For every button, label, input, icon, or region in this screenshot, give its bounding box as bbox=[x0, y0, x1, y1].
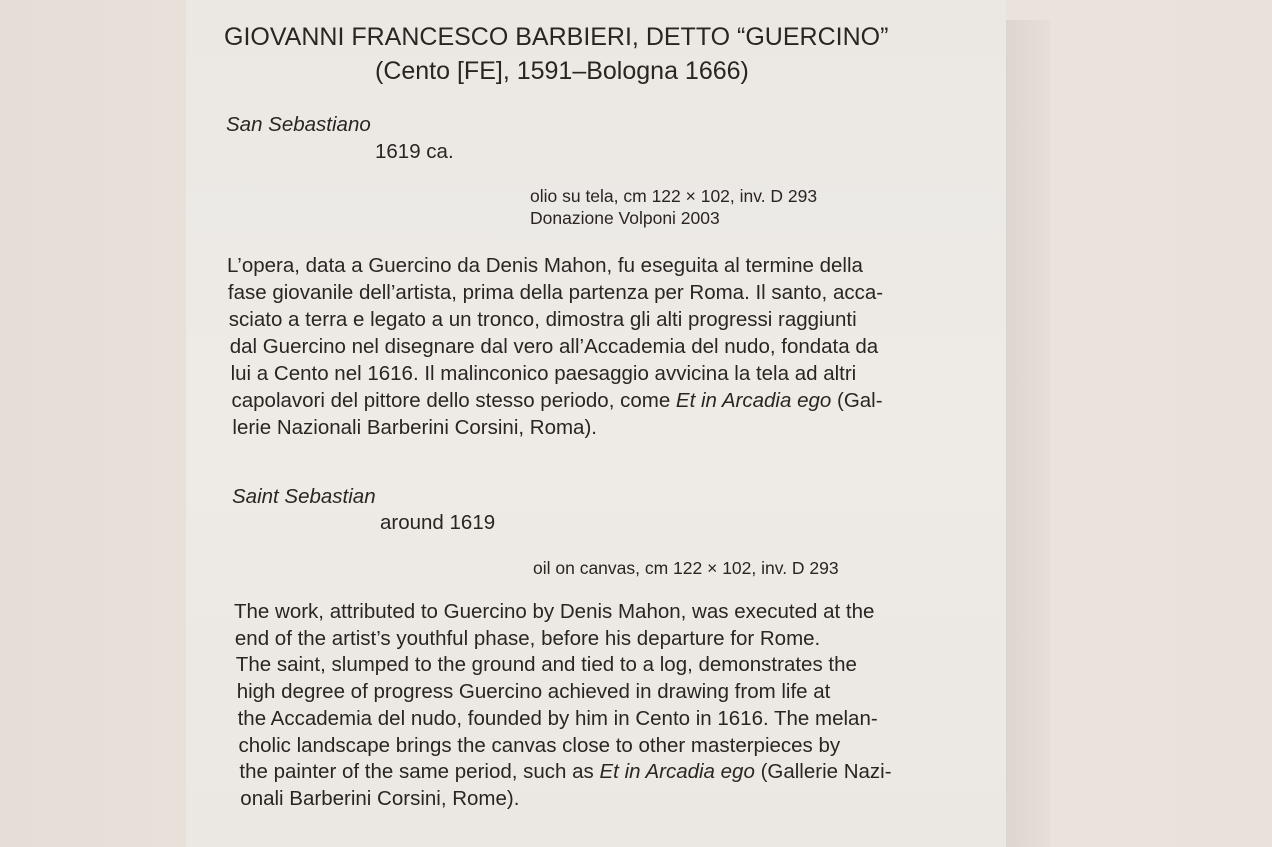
date-english: around 1619 bbox=[380, 511, 496, 534]
artwork-reference: Et in Arcadia ego bbox=[599, 760, 755, 784]
artwork-reference: Et in Arcadia ego bbox=[675, 389, 832, 412]
provenance-italian: Donazione Volponi 2003 bbox=[530, 208, 720, 228]
description-italian-line bbox=[232, 388, 883, 414]
date-italian: 1619 ca. bbox=[375, 140, 454, 163]
medium-english: oil on canvas, cm 122 × 102, inv. D 293 bbox=[533, 558, 839, 578]
artist-name: GIOVANNI FRANCESCO BARBIERI, DETTO “GUERCINO” bbox=[224, 23, 889, 51]
medium-italian: olio su tela, cm 122 × 102, inv. D 293 bbox=[530, 186, 818, 206]
artist-life: (Cento [FE], 1591–Bologna 1666) bbox=[375, 57, 749, 85]
text-span: the painter of the same period, such as bbox=[239, 760, 600, 784]
label-shadow bbox=[1006, 20, 1050, 847]
description-italian-line: L’opera, data a Guercino da Denis Mahon, fu eseguita al termine della bbox=[227, 254, 863, 277]
text-span: capolavori del pittore dello stesso periodo, come bbox=[231, 389, 676, 412]
description-italian-line: lerie Nazionali Barberini Corsini, Roma). bbox=[232, 416, 597, 439]
title-italian: San Sebastiano bbox=[226, 113, 371, 136]
description-english-line: high degree of progress Guercino achieved in drawing from life at bbox=[236, 680, 831, 704]
description-italian-line: fase giovanile dell’artista, prima della partenza per Roma. Il santo, acca- bbox=[227, 281, 884, 304]
text-span: (Gallerie Nazi- bbox=[754, 760, 892, 784]
description-italian-line: sciato a terra e legato a un tronco, dimostra gli alti progressi raggiunti bbox=[228, 308, 857, 331]
description-italian-line: lui a Cento nel 1616. Il malinconico paesaggio avvicina la tela ad altri bbox=[230, 362, 857, 385]
title-english: Saint Sebastian bbox=[232, 485, 376, 508]
description-english-line bbox=[239, 759, 891, 785]
description-english-line: the Accademia del nudo, founded by him in Cento in 1616. The melan- bbox=[237, 706, 878, 730]
description-english-line: The work, attributed to Guercino by Denis Mahon, was executed at the bbox=[234, 600, 875, 623]
description-english-line: onali Barberini Corsini, Rome). bbox=[240, 786, 520, 810]
description-english-line: The saint, slumped to the ground and tied to a log, demonstrates the bbox=[235, 653, 857, 677]
text-span: (Gal- bbox=[831, 389, 883, 412]
description-english-line: end of the artist’s youthful phase, before his departure for Rome. bbox=[234, 626, 821, 650]
description-english-line: cholic landscape brings the canvas close to other masterpieces by bbox=[238, 733, 841, 757]
description-italian-line: dal Guercino nel disegnare dal vero all’Accademia del nudo, fondata da bbox=[229, 335, 879, 358]
